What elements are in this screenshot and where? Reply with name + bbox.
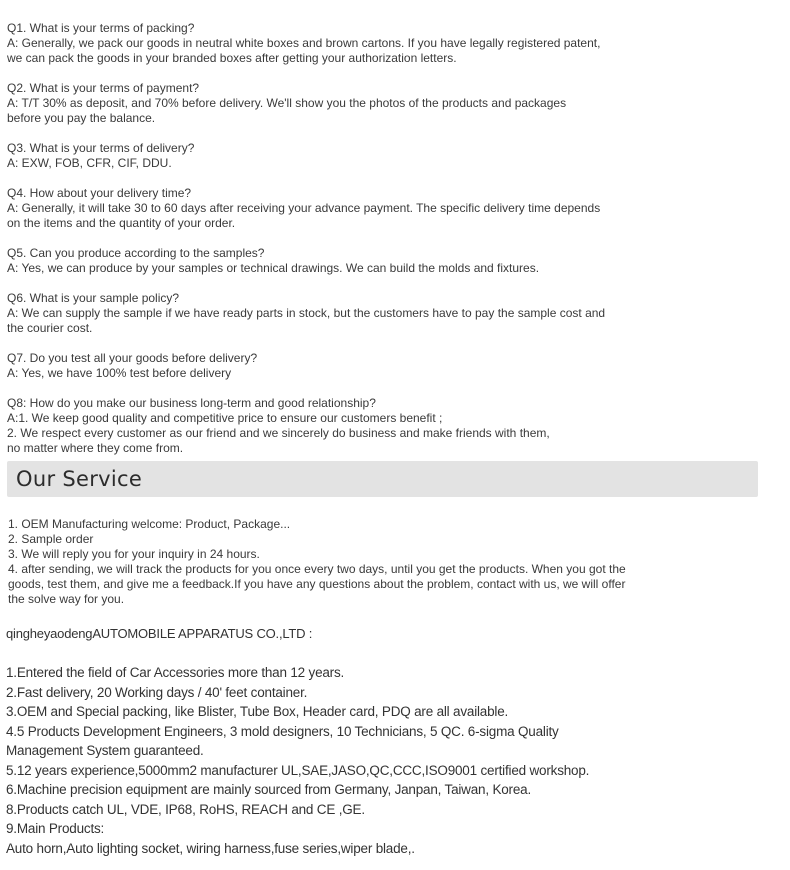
faq-question: Q2. What is your terms of payment?	[7, 81, 200, 95]
service-line: 4. after sending, we will track the products for you once every two days, until you get the products. When you got the	[8, 562, 626, 576]
faq-question: Q1. What is your terms of packing?	[7, 21, 195, 35]
faq-question: Q4. How about your delivery time?	[7, 186, 192, 200]
faq-answer-line: on the items and the quantity of your order.	[7, 216, 236, 230]
service-banner	[7, 461, 758, 497]
faq-item-3	[7, 141, 777, 171]
feature-line: 1.Entered the field of Car Accessories more than 12 years.	[6, 665, 345, 680]
faq-answer-line: we can pack the goods in your branded boxes after getting your authorization letters.	[7, 51, 457, 65]
faq-item-1	[7, 21, 777, 66]
faq-item-8	[7, 396, 777, 456]
service-line: 2. Sample order	[8, 532, 94, 546]
faq-answer-line: 2. We respect every customer as our friend and we sincerely do business and make friends with them,	[7, 426, 550, 440]
service-line: goods, test them, and give me a feedback.If you have any questions about the problem, contact with us, we will offer	[8, 577, 626, 591]
faq-item-7	[7, 351, 777, 381]
faq-question: Q5. Can you produce according to the samples?	[7, 246, 265, 260]
feature-line: 5.12 years experience,5000mm2 manufacturer UL,SAE,JASO,QC,CCC,ISO9001 certified workshop.	[6, 762, 590, 778]
faq-answer-line: before you pay the balance.	[7, 111, 156, 125]
faq-item-5	[7, 246, 777, 276]
faq-answer-line: A: Generally, it will take 30 to 60 days after receiving your advance payment. The specific delivery time depends	[7, 201, 601, 215]
faq-section	[7, 21, 777, 471]
section-title: Our Service	[16, 467, 143, 491]
faq-question: Q8: How do you make our business long-term and good relationship?	[7, 396, 376, 410]
feature-line: 3.OEM and Special packing, like Blister, Tube Box, Header card, PDQ are all available.	[6, 704, 509, 719]
faq-answer-line: no matter where they come from.	[7, 441, 184, 455]
company-features-list	[6, 663, 776, 858]
company-name: qingheyaodengAUTOMOBILE APPARATUS CO.,LTD :	[6, 626, 313, 641]
service-line: 1. OEM Manufacturing welcome: Product, Package...	[8, 517, 291, 531]
service-list	[8, 517, 768, 607]
faq-answer-line: A: Yes, we can produce by your samples or technical drawings. We can build the molds and fixtures.	[7, 261, 540, 275]
faq-answer-line: A:1. We keep good quality and competitive price to ensure our customers benefit ;	[7, 411, 443, 425]
feature-line: 4.5 Products Development Engineers, 3 mold designers, 10 Technicians, 5 QC. 6-sigma Quality	[6, 723, 559, 739]
faq-question: Q6. What is your sample policy?	[7, 291, 180, 305]
faq-answer-line: the courier cost.	[7, 321, 93, 335]
feature-line: 8.Products catch UL, VDE, IP68, RoHS, REACH and CE ,GE.	[6, 801, 365, 817]
faq-answer-line: A: T/T 30% as deposit, and 70% before delivery. We'll show you the photos of the products and packages	[7, 96, 567, 110]
faq-item-6	[7, 291, 777, 336]
faq-question: Q7. Do you test all your goods before delivery?	[7, 351, 258, 365]
feature-line: 9.Main Products:	[6, 821, 105, 836]
faq-answer-line: A: Generally, we pack our goods in neutral white boxes and brown cartons. If you have legally registered patent,	[7, 36, 601, 50]
service-line: 3. We will reply you for your inquiry in 24 hours.	[8, 547, 260, 561]
faq-item-2	[7, 81, 777, 126]
service-line: the solve way for you.	[8, 592, 125, 606]
feature-line: 2.Fast delivery, 20 Working days / 40' feet container.	[6, 684, 308, 700]
faq-answer-line: A: We can supply the sample if we have ready parts in stock, but the customers have to pay the sample cost and	[7, 306, 606, 320]
feature-line: 6.Machine precision equipment are mainly sourced from Germany, Janpan, Taiwan, Korea.	[6, 782, 532, 797]
main-products-line: Auto horn,Auto lighting socket, wiring harness,fuse series,wiper blade,.	[6, 840, 415, 856]
faq-item-4	[7, 186, 777, 231]
faq-answer-line: A: EXW, FOB, CFR, CIF, DDU.	[7, 156, 172, 170]
faq-answer-line: A: Yes, we have 100% test before delivery	[7, 366, 232, 380]
faq-question: Q3. What is your terms of delivery?	[7, 141, 195, 155]
feature-line: Management System guaranteed.	[6, 743, 204, 758]
